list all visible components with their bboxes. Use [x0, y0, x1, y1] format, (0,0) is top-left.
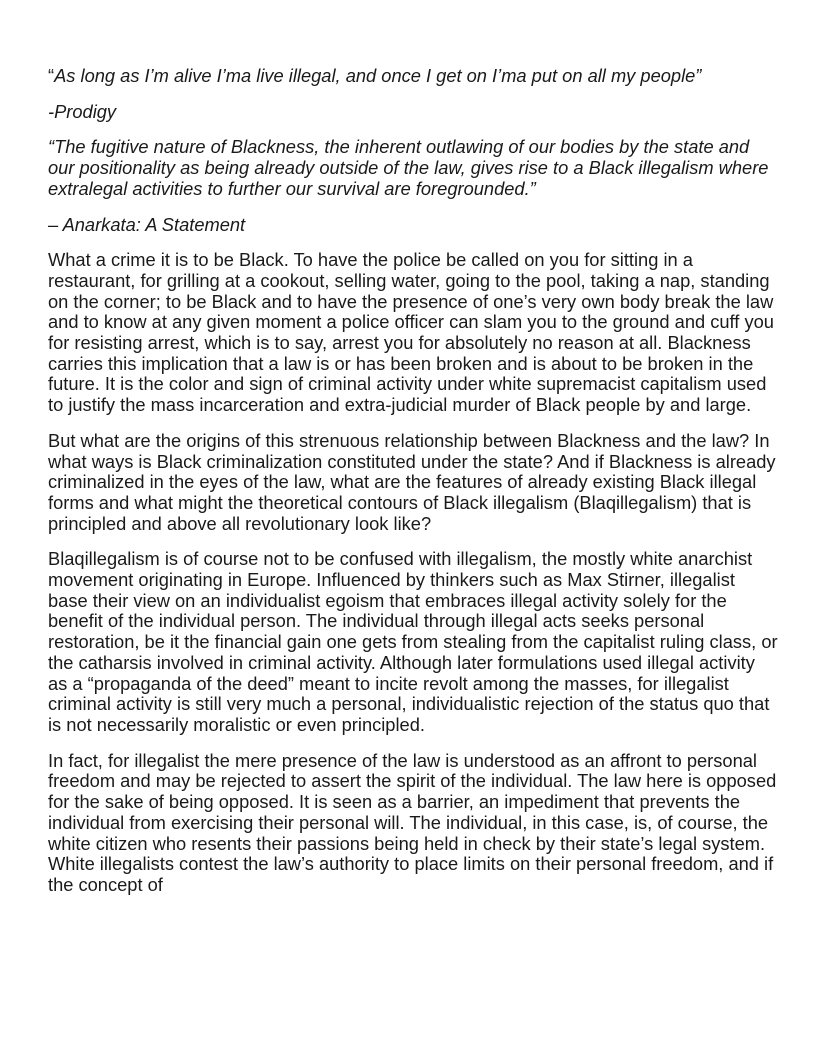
epigraph-quote-text: As long as I’m alive I’ma live illegal, and once I get on I’ma put on all my people”	[54, 65, 702, 86]
body-paragraph-1: What a crime it is to be Black. To have the police be called on you for sitting in a restaurant, for grilling at a cookout, selling water, going to the pool, taking a nap, standing on the corner; to be Black and to have the presence of one’s very own body break the law and to know at any given moment a police officer can slam you to the ground and cuff you for resisting arrest, which is to say, arrest you for absolutely no reason at all. Blackness carries this implication that a law is or has been broken and is about to be broken in the future. It is the color and sign of criminal activity under white supremacist capitalism used to justify the mass incarceration and extra-judicial murder of Black people by and large.	[48, 249, 774, 416]
epigraph-open-quote-mark: “	[48, 65, 55, 86]
epigraph-quote-anarkata: “The fugitive nature of Blackness, the inherent outlawing of our bodies by the state and our positionality as being already outside of the law, gives rise to a Black illegalism where extralegal activities to further our survival are foregrounded.”	[48, 136, 769, 199]
document-page	[48, 66, 778, 911]
body-paragraph-2: But what are the origins of this strenuous relationship between Blackness and the law? In what ways is Black criminalization constituted under the state? And if Blackness is already criminalized in the eyes of the law, what are the features of already existing Black illegal forms and what might the theoretical contours of Black illegalism (Blaqillegalism) that is principled and above all revolutionary look like?	[48, 429, 776, 534]
epigraph-attribution-anarkata: – Anarkata: A Statement	[48, 213, 246, 235]
epigraph-attribution-prodigy: -Prodigy	[48, 100, 117, 122]
body-paragraph-3: Blaqillegalism is of course not to be confused with illegalism, the mostly white anarchist movement originating in Europe. Influenced by thinkers such as Max Stirner, illegalist base their view on an individualist egoism that embraces illegal activity solely for the benefit of the individual person. The individual through illegal acts seeks personal restoration, be it the financial gain one gets from stealing from the capitalist ruling class, or the catharsis involved in criminal activity. Although later formulations used illegal activity as a “propaganda of the deed” meant to incite revolt among the masses, for illegalist criminal activity is still very much a personal, individualistic rejection of the status quo that is not necessarily moralistic or even principled.	[48, 548, 778, 735]
epigraph-quote-prodigy	[48, 66, 778, 87]
body-paragraph-4: In fact, for illegalist the mere presence of the law is understood as an affront to personal freedom and may be rejected to assert the spirit of the individual. The law here is opposed for the sake of being opposed. It is seen as a barrier, an impediment that prevents the individual from exercising their personal will. The individual, in this case, is, of course, the white citizen who resents their passions being held in check by their state’s legal system. White illegalists contest the law’s authority to place limits on their personal freedom, and if the concept of	[48, 749, 777, 895]
